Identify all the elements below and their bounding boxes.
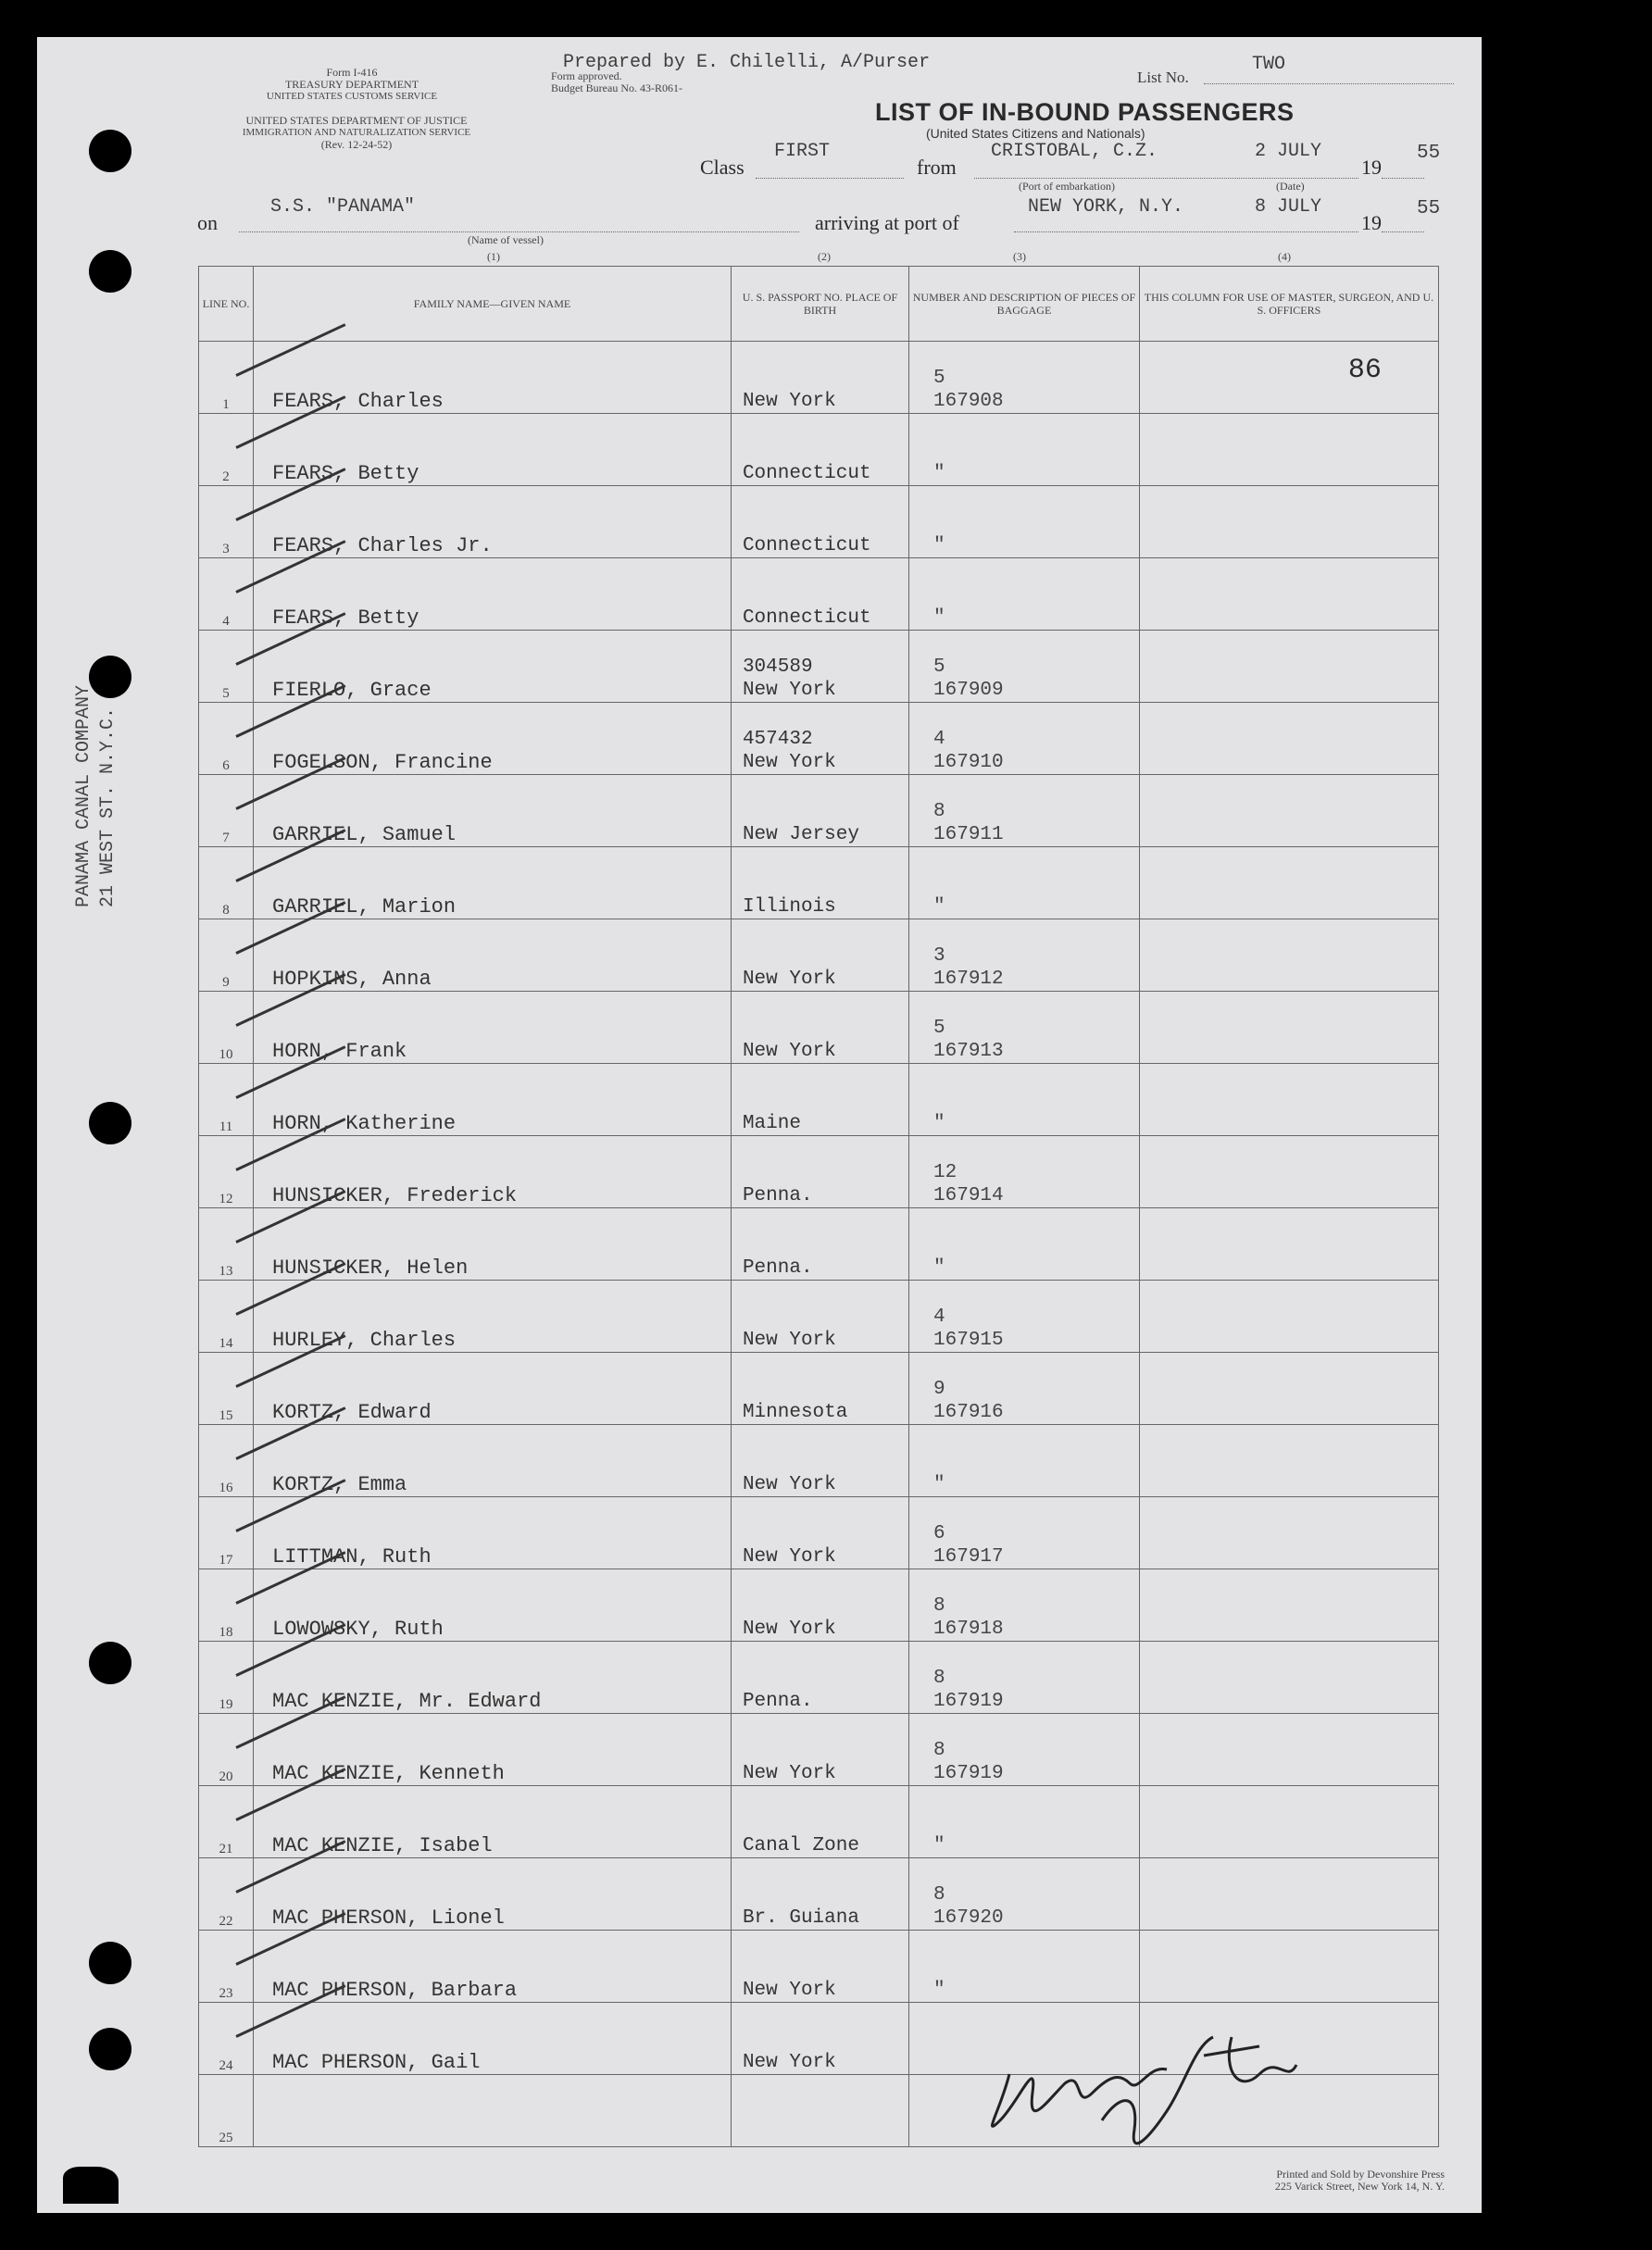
punch-hole [89,1642,131,1684]
printer-footer [1167,2169,1445,2193]
place-of-birth: Penna. [742,1257,813,1279]
baggage-tag: 167908 [933,391,1004,412]
punch-hole [89,1102,131,1144]
passport-birth-cell [731,558,908,631]
company-stamp [72,685,120,907]
passenger-name: LITTMAN, Ruth [254,1497,732,1569]
place-of-birth: Connecticut [742,607,871,629]
table-header-row [199,267,1439,342]
officer-note [1140,992,1438,1005]
passenger-name: HORN, Katherine [254,1064,732,1136]
table-row [199,631,1439,703]
table-row [199,1208,1439,1281]
line-number: 5 [199,631,254,703]
line-number: 23 [199,1931,254,2003]
line-number: 12 [199,1136,254,1208]
from-label: from [917,156,957,179]
header-passport: U. S. PASSPORT NO. PLACE OF BIRTH [731,267,908,342]
line-number: 4 [199,558,254,631]
arrival-line [1014,231,1358,232]
officer-note-cell [1139,1786,1438,1858]
baggage-pieces: 8 [933,1884,945,1906]
baggage-cell [909,919,1140,992]
passenger-name: GARRIEL, Samuel [254,775,732,847]
line-number: 17 [199,1497,254,1569]
officer-note-cell [1139,631,1438,703]
baggage-tag: 167910 [933,752,1004,773]
punch-hole [89,1942,131,1984]
passport-birth-cell [731,1786,908,1858]
class-value: FIRST [774,141,831,162]
officer-note [1140,1353,1438,1366]
budget-bureau: Budget Bureau No. 43-R061- [551,81,682,94]
port-arrival: NEW YORK, N.Y. [1028,196,1184,218]
place-of-birth: New York [742,2052,836,2073]
baggage-tag: 167916 [933,1402,1004,1423]
baggage-cell [909,1642,1140,1714]
line-number: 11 [199,1064,254,1136]
officer-note [1140,1931,1438,1944]
year-2: 55 [1417,198,1441,219]
passenger-name: GARRIEL, Marion [254,847,732,919]
place-of-birth: New York [742,1474,836,1495]
table-row [199,342,1439,414]
officer-note-cell [1139,775,1438,847]
passport-birth-cell [731,486,908,558]
form-number: Form I-416 [326,66,378,79]
officer-note [1140,1714,1438,1727]
baggage-cell [909,1208,1140,1281]
baggage-cell [909,631,1140,703]
baggage-pieces: 8 [933,1740,945,1761]
table-row [199,1425,1439,1497]
place-of-birth: Canal Zone [742,1835,859,1856]
line-number: 15 [199,1353,254,1425]
passport-birth-cell [731,1136,908,1208]
place-of-birth: Minnesota [742,1402,848,1423]
passenger-name: KORTZ, Edward [254,1353,732,1425]
baggage-pieces: 5 [933,656,945,678]
baggage-cell [909,992,1140,1064]
page-subtitle: (United States Citizens and Nationals) [926,126,1145,141]
year-prefix-2: 19 [1361,211,1382,234]
officer-note [1140,631,1438,644]
place-of-birth: Penna. [742,1185,813,1206]
passport-birth-cell [731,414,908,486]
baggage-tag: " [933,1474,945,1495]
baggage-cell [909,1497,1140,1569]
table-row [199,1569,1439,1642]
punch-hole [63,2167,119,2204]
officer-note [1140,486,1438,499]
header-baggage: NUMBER AND DESCRIPTION OF PIECES OF BAGGAGE [909,267,1140,342]
passport-birth-cell [731,919,908,992]
officer-note-cell [1139,414,1438,486]
baggage-cell [909,1858,1140,1931]
ins-label: IMMIGRATION AND NATURALIZATION SERVICE [242,127,471,138]
passport-birth-cell [731,703,908,775]
baggage-cell [909,847,1140,919]
baggage-pieces: 4 [933,1306,945,1328]
date-arrival: 8 JULY [1255,196,1322,218]
place-of-birth: New York [742,391,836,412]
baggage-pieces: 8 [933,1668,945,1689]
baggage-cell [909,486,1140,558]
passenger-name: MAC PHERSON, Barbara [254,1931,732,2003]
officer-note [1140,1208,1438,1221]
officer-note [1140,1642,1438,1655]
table-row [199,1858,1439,1931]
year-line-2 [1382,231,1424,232]
table-row [199,1931,1439,2003]
place-of-birth: New York [742,1619,836,1640]
date-caption: (Date) [1276,180,1305,193]
table-row [199,1714,1439,1786]
baggage-cell [909,1281,1140,1353]
table-row [199,1353,1439,1425]
treasury-label: TREASURY DEPARTMENT [284,78,419,91]
officer-note [1140,703,1438,716]
justice-label: UNITED STATES DEPARTMENT OF JUSTICE [245,114,468,127]
list-no-label: List No. [1137,69,1189,86]
place-of-birth: Br. Guiana [742,1907,859,1929]
place-of-birth: New York [742,1546,836,1568]
line-number: 10 [199,992,254,1064]
passenger-name: MAC KENZIE, Isabel [254,1786,732,1858]
line-number: 21 [199,1786,254,1858]
baggage-pieces: 6 [933,1523,945,1544]
passport-birth-cell [731,2075,908,2147]
baggage-cell [909,1931,1140,2003]
baggage-pieces: 3 [933,945,945,967]
officer-note-cell [1139,1931,1438,2003]
passport-birth-cell [731,1858,908,1931]
prepared-by: Prepared by E. Chilelli, A/Purser [563,52,931,73]
passport-birth-cell [731,1064,908,1136]
table-row [199,703,1439,775]
passenger-name [254,2075,732,2147]
officer-note-cell [1139,486,1438,558]
year-1: 55 [1417,143,1441,164]
list-no-value: TWO [1252,54,1286,75]
baggage-cell [909,1064,1140,1136]
place-of-birth: New Jersey [742,824,859,845]
passport-birth-cell [731,1353,908,1425]
baggage-pieces: 8 [933,801,945,822]
passport-birth-cell [731,1931,908,2003]
passport-birth-cell [731,1497,908,1569]
table-row [199,847,1439,919]
passport-birth-cell [731,775,908,847]
officer-note-cell [1139,342,1438,414]
officer-note [1140,775,1438,788]
baggage-pieces: 5 [933,368,945,389]
officer-note [1140,1858,1438,1871]
place-of-birth: New York [742,1330,836,1351]
line-number: 6 [199,703,254,775]
officer-note-cell [1139,1208,1438,1281]
passport-number: 457432 [742,729,813,750]
baggage-tag: 167917 [933,1546,1004,1568]
column-index-2: (2) [818,250,831,263]
place-of-birth: New York [742,1763,836,1784]
passport-birth-cell [731,1281,908,1353]
baggage-tag: 167915 [933,1330,1004,1351]
punch-hole [89,2028,131,2070]
officer-note-cell [1139,1569,1438,1642]
header-name: FAMILY NAME—GIVEN NAME [254,267,732,342]
printer-line2: 225 Varick Street, New York 14, N. Y. [1274,2180,1445,2193]
officer-note-cell [1139,1136,1438,1208]
passenger-name: HUNSICKER, Helen [254,1208,732,1281]
line-number: 18 [199,1569,254,1642]
baggage-pieces: 8 [933,1595,945,1617]
officer-note-cell [1139,1281,1438,1353]
place-of-birth: New York [742,1980,836,2001]
table-row [199,775,1439,847]
officer-note [1140,919,1438,932]
officer-note: 86 [1347,355,1382,386]
column-index-1: (1) [487,250,500,263]
line-number: 14 [199,1281,254,1353]
passenger-name: HURLEY, Charles [254,1281,732,1353]
vessel-name: S.S. "PANAMA" [270,196,416,218]
passport-birth-cell [731,2003,908,2075]
revision-label: (Rev. 12-24-52) [320,138,393,151]
officer-note [1140,1497,1438,1510]
line-number: 22 [199,1858,254,1931]
officer-note-cell [1139,703,1438,775]
line-number: 9 [199,919,254,992]
place-of-birth: New York [742,752,836,773]
passenger-name: KORTZ, Emma [254,1425,732,1497]
table-row [199,1136,1439,1208]
baggage-tag: " [933,535,945,556]
line-number: 1 [199,342,254,414]
place-of-birth: New York [742,1041,836,1062]
baggage-tag: 167909 [933,680,1004,701]
officer-note [1140,414,1438,427]
passport-birth-cell [731,1208,908,1281]
line-number: 13 [199,1208,254,1281]
baggage-pieces: 12 [933,1162,957,1183]
line-number: 7 [199,775,254,847]
baggage-tag: " [933,1980,945,2001]
class-line [756,178,904,179]
passenger-name: FEARS, Charles Jr. [254,486,732,558]
passenger-name: MAC KENZIE, Kenneth [254,1714,732,1786]
baggage-tag: " [933,607,945,629]
port-embarkation-caption: (Port of embarkation) [1019,180,1115,193]
table-row [199,1642,1439,1714]
baggage-cell [909,1569,1140,1642]
officer-note-cell [1139,1858,1438,1931]
from-line [974,178,1358,179]
passport-birth-cell [731,1642,908,1714]
place-of-birth: Penna. [742,1691,813,1712]
line-number: 19 [199,1642,254,1714]
officer-note [1140,558,1438,571]
table-row [199,1281,1439,1353]
passport-birth-cell [731,1714,908,1786]
baggage-tag: " [933,463,945,484]
baggage-pieces: 5 [933,1018,945,1039]
place-of-birth: Illinois [742,896,836,918]
approval-block [551,70,682,94]
year-prefix-1: 19 [1361,156,1382,179]
passenger-name: HUNSICKER, Frederick [254,1136,732,1208]
passport-number: 304589 [742,656,813,678]
list-no-line [1204,83,1454,84]
column-index-3: (3) [1013,250,1026,263]
place-of-birth: Connecticut [742,463,871,484]
table-row [199,486,1439,558]
customs-label: UNITED STATES CUSTOMS SERVICE [266,91,438,102]
officer-note-cell [1139,1425,1438,1497]
line-number: 16 [199,1425,254,1497]
stamp-line1: PANAMA CANAL COMPANY [73,684,94,907]
header-officers: THIS COLUMN FOR USE OF MASTER, SURGEON, AND U. S. OFFICERS [1139,267,1438,342]
passenger-name: FEARS, Betty [254,414,732,486]
passenger-name: MAC PHERSON, Lionel [254,1858,732,1931]
officer-note-cell [1139,1642,1438,1714]
header-line-no: LINE NO. [199,267,254,342]
officer-note-cell [1139,919,1438,992]
baggage-cell [909,342,1140,414]
officer-note [1140,1281,1438,1294]
passport-birth-cell [731,342,908,414]
baggage-cell [909,558,1140,631]
officer-note [1140,847,1438,860]
passenger-name: FOGELSON, Francine [254,703,732,775]
handwritten-signature [982,2019,1324,2157]
class-label: Class [700,156,745,179]
port-embarkation: CRISTOBAL, C.Z. [991,141,1158,162]
baggage-cell [909,775,1140,847]
stamp-line2: 21 WEST ST. N.Y.C. [97,706,119,907]
baggage-cell [909,1136,1140,1208]
passenger-table [198,266,1439,2147]
officer-note [1140,1786,1438,1799]
date-embarkation: 2 JULY [1255,141,1322,162]
passenger-name: MAC PHERSON, Gail [254,2003,732,2075]
place-of-birth: New York [742,969,836,990]
officer-note-cell [1139,992,1438,1064]
line-number: 25 [199,2075,254,2147]
passenger-name: FEARS, Betty [254,558,732,631]
passport-birth-cell [731,631,908,703]
arriving-label: arriving at port of [815,211,959,234]
baggage-tag: 167920 [933,1907,1004,1929]
officer-note [1140,1136,1438,1149]
column-index-4: (4) [1278,250,1291,263]
baggage-cell [909,1353,1140,1425]
baggage-cell [909,1714,1140,1786]
officer-note [1140,1569,1438,1582]
baggage-tag: " [933,896,945,918]
passenger-name: MAC KENZIE, Mr. Edward [254,1642,732,1714]
baggage-pieces: 9 [933,1379,945,1400]
line-number: 3 [199,486,254,558]
baggage-cell [909,1425,1140,1497]
baggage-cell [909,414,1140,486]
year-line-1 [1382,178,1424,179]
passenger-name: LOWOWSKY, Ruth [254,1569,732,1642]
officer-note-cell [1139,1497,1438,1569]
baggage-tag: 167913 [933,1041,1004,1062]
table-row [199,558,1439,631]
passport-birth-cell [731,1569,908,1642]
baggage-tag: 167914 [933,1185,1004,1206]
officer-note-cell [1139,1353,1438,1425]
passenger-name: FEARS, Charles [254,342,732,414]
passport-birth-cell [731,992,908,1064]
officer-note [1140,1425,1438,1438]
baggage-tag: " [933,1113,945,1134]
passenger-name: HOPKINS, Anna [254,919,732,992]
agency-block [232,67,472,103]
line-number: 2 [199,414,254,486]
line-number: 8 [199,847,254,919]
officer-note-cell [1139,847,1438,919]
place-of-birth: New York [742,680,836,701]
passport-birth-cell [731,1425,908,1497]
punch-hole [89,250,131,293]
baggage-tag: 167918 [933,1619,1004,1640]
passenger-name: HORN, Frank [254,992,732,1064]
vessel-line [239,231,799,232]
baggage-tag: 167919 [933,1763,1004,1784]
officer-note [1140,1064,1438,1077]
officer-note-cell [1139,1714,1438,1786]
line-number: 24 [199,2003,254,2075]
place-of-birth: Connecticut [742,535,871,556]
vessel-caption: (Name of vessel) [468,233,544,246]
baggage-cell [909,1786,1140,1858]
justice-block [190,115,523,151]
officer-note [1140,2003,1438,2016]
printer-line1: Printed and Sold by Devonshire Press [1276,2168,1445,2181]
officer-note-cell [1139,558,1438,631]
baggage-tag: 167912 [933,969,1004,990]
on-label: on [197,211,218,234]
table-row [199,1064,1439,1136]
page-title: LIST OF IN-BOUND PASSENGERS [875,98,1295,126]
baggage-tag: 167911 [933,824,1004,845]
passenger-name: FIERLO, Grace [254,631,732,703]
passport-birth-cell [731,847,908,919]
baggage-tag: " [933,1835,945,1856]
baggage-cell [909,703,1140,775]
officer-note-cell [1139,1064,1438,1136]
line-number: 20 [199,1714,254,1786]
form-approved: Form approved. [551,69,622,82]
punch-hole [89,130,131,172]
table-row [199,992,1439,1064]
table-row [199,1786,1439,1858]
table-row [199,919,1439,992]
table-row [199,1497,1439,1569]
place-of-birth: Maine [742,1113,801,1134]
baggage-pieces: 4 [933,729,945,750]
baggage-tag: 167919 [933,1691,1004,1712]
baggage-tag: " [933,1257,945,1279]
table-row [199,414,1439,486]
